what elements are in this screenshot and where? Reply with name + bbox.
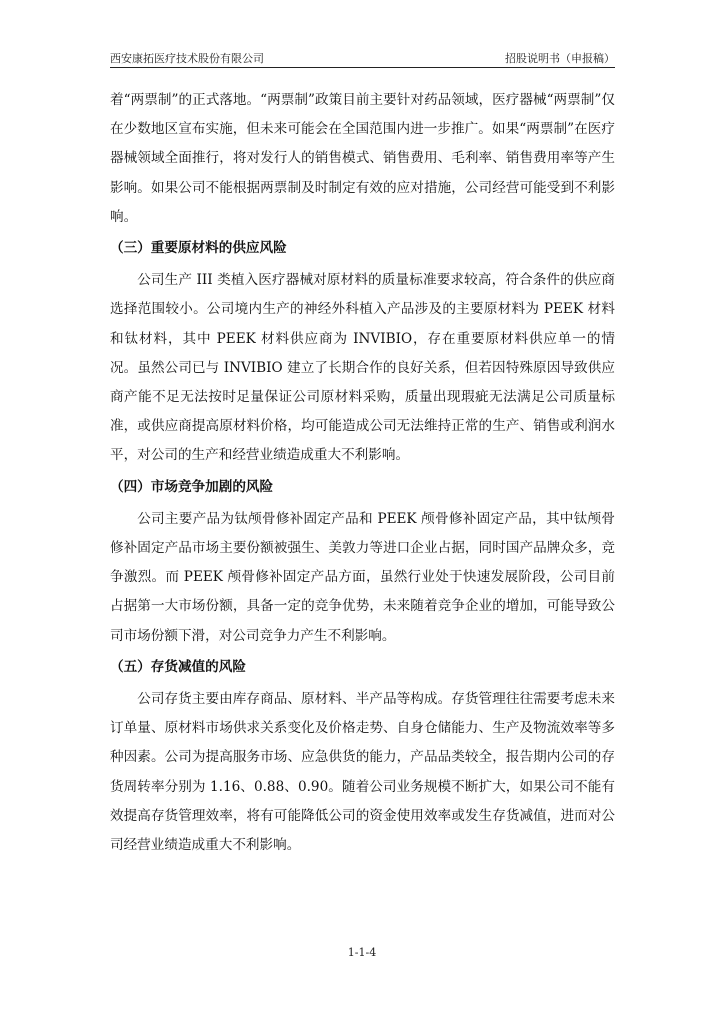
header-company-name: 西安康拓医疗技术股份有限公司 — [110, 52, 264, 65]
section-heading-inventory-risk: （五）存货减值的风险 — [110, 658, 246, 675]
page-number: 1-1-4 — [347, 946, 377, 959]
section-heading-competition-risk: （四）市场竞争加剧的风险 — [110, 478, 274, 495]
section-body-inventory-risk: 公司存货主要由库存商品、原材料、半产品等构成。存货管理往往需要考虑未来订单量、原材料市场供求关系变化及价格走势、自身仓储能力、生产及物流效率等多种因素。公司为提高服务市场、应急供货的能力，产品品类较全，报告期内公司的存货周转率分别为 1.16、0.88、0.90。随着公司业务规模不断扩大，如果公司不能有效提高存货管理效率，将有可能降低公司的资金使用效率或发生存货减值，进而对公司经营业绩造成重大不利影响。 — [110, 691, 615, 854]
header-document-title: 招股说明书（申报稿） — [505, 52, 615, 65]
intro-paragraph: 着“两票制”的正式落地。“两票制”政策目前主要针对药品领域，医疗器械“两票制”仅在少数地区宣布实施，但未来可能会在全国范围内进一步推广。如果“两票制”在医疗器械领域全面推行，将对发行人的销售模式、销售费用、毛利率、销售费用率等产生影响。如果公司不能根据两票制及时制定有效的应对措施，公司经营可能受到不利影响。 — [110, 92, 615, 225]
page-content — [110, 86, 615, 860]
header-divider — [110, 67, 615, 68]
section-heading-supply-risk: （三）重要原材料的供应风险 — [110, 240, 287, 257]
section-body-competition-risk: 公司主要产品为钛颅骨修补固定产品和 PEEK 颅骨修补固定产品，其中钛颅骨修补固定产品市场主要份额被强生、美敦力等进口企业占据，同时国产品牌众多，竞争激烈。而 PEEK 颅骨修补固定产品方面，虽然行业处于快速发展阶段，公司目前占据第一大市场份额，具备一定的竞争优势，未来随着竞争企业的增加，可能导致公司市场份额下滑，对公司竞争力产生不利影响。 — [110, 510, 615, 644]
section-body-supply-risk: 公司生产 III 类植入医疗器械对原材料的质量标准要求较高，符合条件的供应商选择范围较小。公司境内生产的神经外科植入产品涉及的主要原材料为 PEEK 材料和钛材料，其中 PEEK 材料供应商为 INVIBIO，存在重要原材料供应单一的情况。虽然公司已与 INVIBIO 建立了长期合作的良好关系，但若因特殊原因导致供应商产能不足无法按时足量保证公司原材料采购，质量出现瑕疵无法满足公司质量标准，或供应商提高原材料价格，均可能造成公司无法维持正常的生产、销售或利润水平，对公司的生产和经营业绩造成重大不利影响。 — [110, 272, 615, 464]
page-header — [110, 50, 615, 68]
